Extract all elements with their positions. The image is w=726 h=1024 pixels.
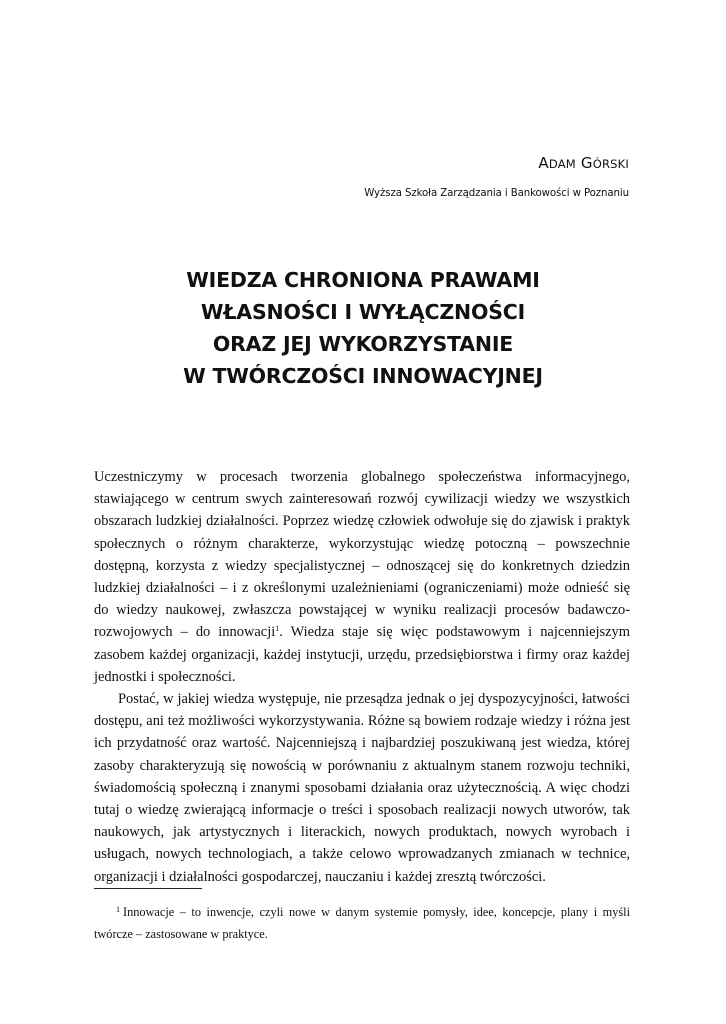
body-paragraph <box>94 466 630 688</box>
paragraph-text: Uczestniczymy w procesach tworzenia globalnego społeczeństwa informacyjnego, stawiającego w centrum swych zainteresowań rozwój cywilizacji wiedzy we wszystkich obszarach ludzkiej działalności. Poprzez wiedzę człowiek odwołuje się do zjawisk i praktyk społecznych o różnym charakterze, wykorzystując wiedzę potoczną – powszechnie dostępną, korzysta z wiedzy specjalistycznej – odnoszącej się do konkretnych dziedzin ludzkiej działalności – i z określonymi uzależnieniami (ograniczeniami) może odnieść się do wiedzy naukowej, zwłaszcza powstającej w wyniku realizacji procesów badawczo-rozwojowych – do innowacji <box>94 469 630 641</box>
title-line: WIEDZA CHRONIONA PRAWAMI <box>186 268 540 292</box>
title-line: W TWÓRCZOŚCI INNOWACYJNEJ <box>183 364 543 388</box>
author-first-initial: A <box>538 154 549 172</box>
author-affiliation: Wyższa Szkoła Zarządzania i Bankowości w Poznaniu <box>364 188 629 199</box>
footnote <box>94 901 630 945</box>
title-line: WŁASNOŚCI I WYŁĄCZNOŚCI <box>200 300 526 324</box>
body-paragraph: Postać, w jakiej wiedza występuje, nie przesądza jednak o jej dyspozycyjności, łatwości dostępu, ani też możliwości wykorzystywania. Różne są bowiem rodzaje wiedzy i różna jest ich przydatność oraz wartość. Najcenniejszą i najbardziej poszukiwaną jest wiedza, której zasoby charakteryzują się nowością w porównaniu z aktualnym stanem rozwoju techniki, świadomością społeczną i znanymi sposobami działania oraz użytecznością. A więc chodzi tutaj o wiedzę zwierającą informacje o treści i sposobach realizacji nowych utworów, tak naukowych, jak artystycznych i literackich, nowych produktach, nowych wyrobach i usługach, nowych technologiach, a także celowo wprowadzanych zmianach w technice, organizacji i działalności gospodarczej, nauczaniu i każdej zresztą twórczości. <box>94 691 630 885</box>
author-name <box>538 154 629 172</box>
paragraph-text: . Wiedza staje się więc podstawowym i najcenniejszym zasobem każdej organizacji, każdej instytucji, urzędu, przedsiębiorstwa i firmy oraz każdej jednostki i społeczności. <box>94 624 630 685</box>
title-line: ORAZ JEJ WYKORZYSTANIE <box>212 332 514 356</box>
article-body <box>94 466 630 888</box>
author-first-rest: DAM <box>548 157 576 171</box>
footnote-reference: 1 <box>275 624 280 634</box>
footnote-separator <box>94 888 202 889</box>
footnote-text: Innowacje – to inwencje, czyli nowe w danym systemie pomysły, idee, koncepcje, plany i myśli twórcze – zastosowane w praktyce. <box>94 905 630 941</box>
author-last-initial: G <box>580 154 593 172</box>
article-title <box>0 264 726 392</box>
author-last-rest: ÓRSKI <box>592 157 629 171</box>
footnote-marker: 1 <box>116 905 120 914</box>
